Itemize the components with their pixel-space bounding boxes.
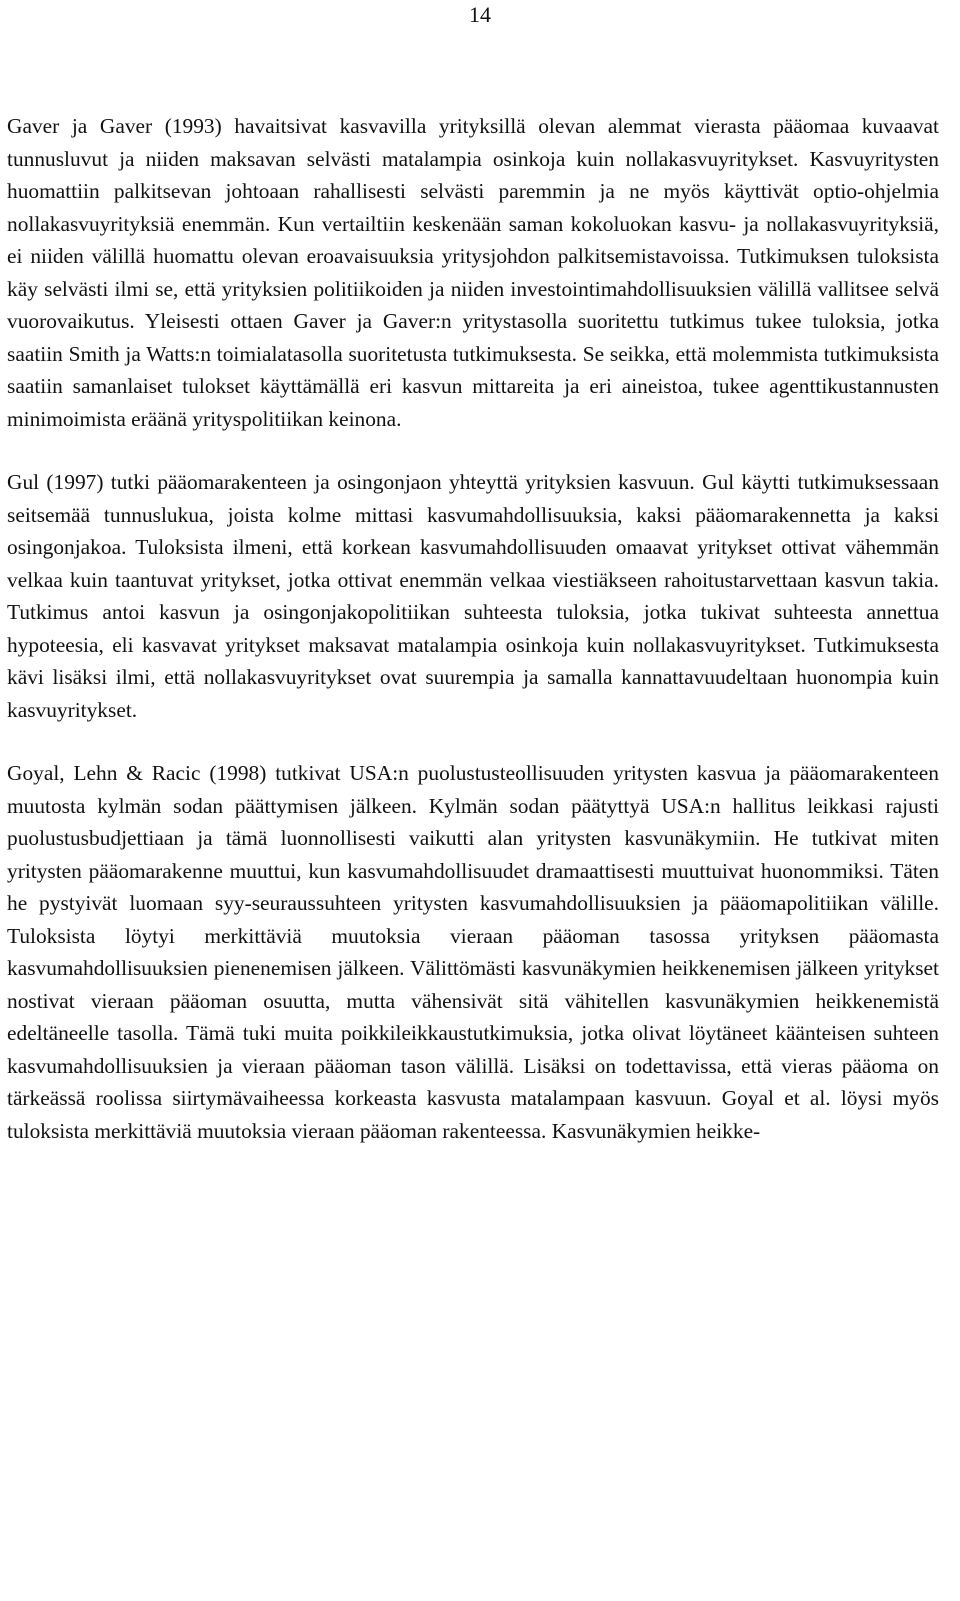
paragraph-goyal: Goyal, Lehn & Racic (1998) tutkivat USA:n puolustusteollisuuden yritysten kasvua ja pääomarakenteen muutosta kylmän sodan päättymisen jälkeen. Kylmän sodan päätyttyä USA:n hallitus leikkasi rajusti puolustusbudjettiaan ja tämä luonnollisesti vaikutti alan yritysten kasvunäkymiin. He tutkivat miten yritysten pääomarakenne muuttui, kun kasvumahdollisuudet dramaattisesti muuttuivat huonommiksi. Täten he pystyivät luomaan syy-seuraussuhteen yritysten kasvumahdollisuuksien ja pääomapolitiikan välille. Tuloksista löytyi merkittäviä muutoksia vieraan pääoman tasossa yrityksen pääomasta kasvumahdollisuuksien pienenemisen jälkeen. Välittömästi kasvunäkymien heikkenemisen jälkeen yritykset nostivat vieraan pääoman osuutta, mutta vähensivät sitä vähitellen kasvunäkymien heikkenemistä edeltäneelle tasolla. Tämä tuki muita poikkileikkaustutkimuksia, jotka olivat löytäneet käänteisen suhteen kasvumahdollisuuksien ja vieraan pääoman tason välillä. Lisäksi on todettavissa, että vieras pääoma on tärkeässä roolissa siirtymävaiheessa korkeasta kasvusta matalampaan kasvuun. Goyal et al. löysi myös tuloksista merkittäviä muutoksia vieraan pääoman rakenteessa. Kasvunäkymien heikke- — [7, 761, 939, 1143]
page-number: 14 — [469, 2, 491, 27]
body-text — [7, 110, 939, 1178]
paragraph-gaver: Gaver ja Gaver (1993) havaitsivat kasvavilla yrityksillä olevan alemmat vierasta pääomaa kuvaavat tunnusluvut ja niiden maksavan selvästi matalampia osinkoja kuin nollakasvuyritykset. Kasvuyritysten huomattiin palkitsevan johtoaan rahallisesti selvästi paremmin ja ne myös käyttivät optio-ohjelmia nollakasvuyrityksiä enemmän. Kun vertailtiin keskenään saman kokoluokan kasvu- ja nollakasvuyrityksiä, ei niiden välillä huomattu olevan eroavaisuuksia yritysjohdon palkitsemistavoissa. Tutkimuksen tuloksista käy selvästi ilmi se, että yrityksien politiikoiden ja niiden investointimahdollisuuksien välillä vallitsee selvä vuorovaikutus. Yleisesti ottaen Gaver ja Gaver:n yritystasolla suoritettu tutkimus tukee tuloksia, jotka saatiin Smith ja Watts:n toimialatasolla suoritetusta tutkimuksesta. Se seikka, että molemmista tutkimuksista saatiin samanlaiset tulokset käyttämällä eri kasvun mittareita ja eri aineistoa, tukee agenttikustannusten minimoimista eräänä yrityspolitiikan keinona. — [7, 114, 939, 431]
paragraph-gul: Gul (1997) tutki pääomarakenteen ja osingonjaon yhteyttä yrityksien kasvuun. Gul käytti tutkimuksessaan seitsemää tunnuslukua, joista kolme mittasi kasvumahdollisuuksia, kaksi pääomarakennetta ja kaksi osingonjakoa. Tuloksista ilmeni, että korkean kasvumahdollisuuden omaavat yritykset ottivat vähemmän velkaa kuin taantuvat yritykset, jotka ottivat enemmän velkaa viestiäkseen rahoitustarvettaan kasvun takia. Tutkimus antoi kasvun ja osingonjakopolitiikan suhteesta tuloksia, jotka tukivat suhteesta annettua hypoteesia, eli kasvavat yritykset maksavat matalampia osinkoja kuin nollakasvuyritykset. Tutkimuksesta kävi lisäksi ilmi, että nollakasvuyritykset ovat suurempia ja samalla kannattavuudeltaan huonompia kuin kasvuyritykset. — [7, 470, 939, 722]
